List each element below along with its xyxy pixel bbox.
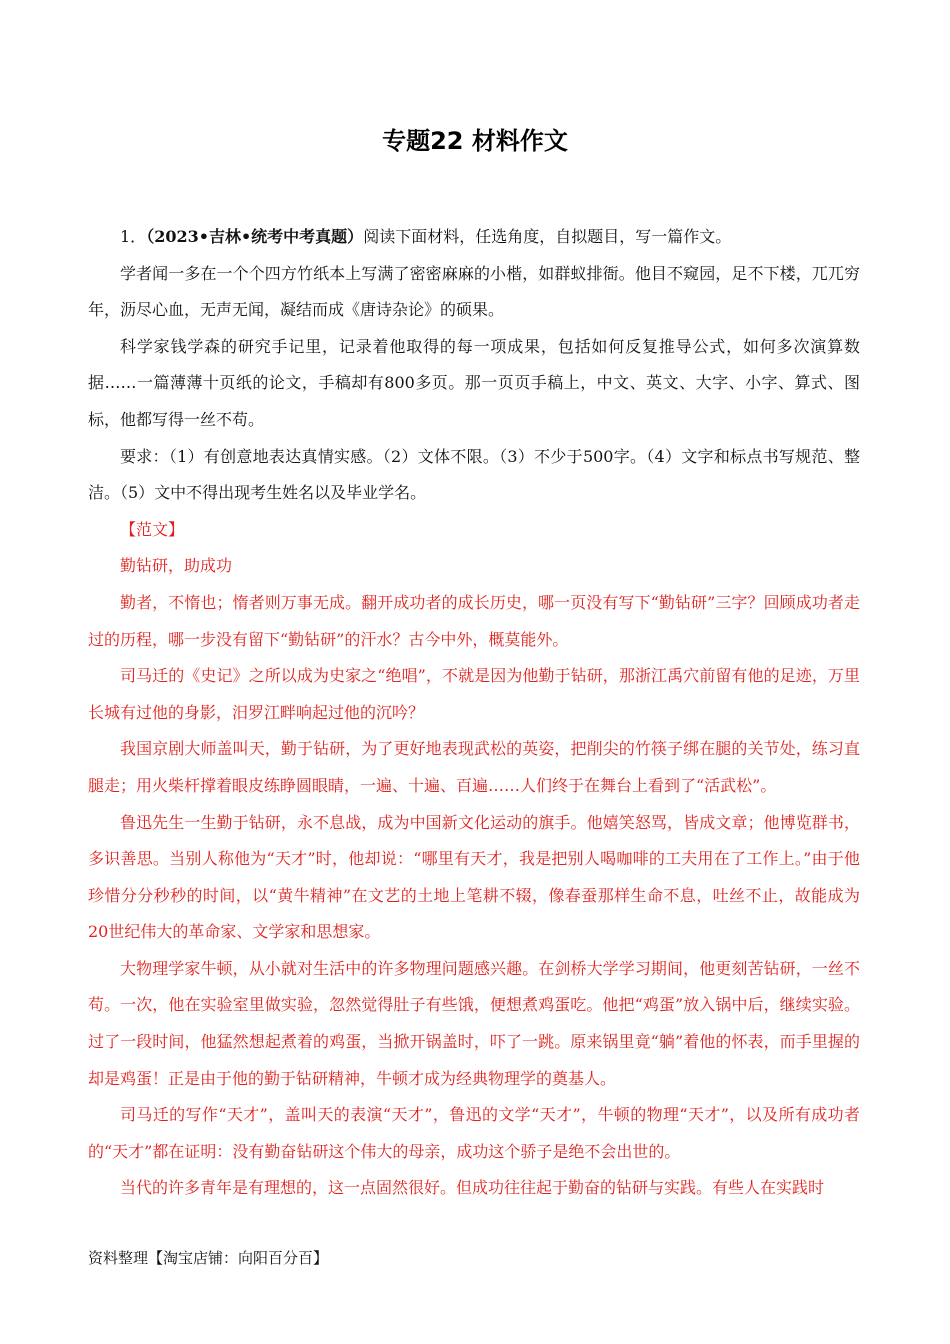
page-footer: 资料整理【淘宝店铺：向阳百分百】 — [88, 1249, 329, 1267]
material-paragraph-1: 学者闻一多在一个个四方竹纸本上写满了密密麻麻的小楷，如群蚁排衙。他目不窥园，足不下楼，兀兀穷年，沥尽心血，无声无闻，凝结而成《唐诗杂论》的硕果。 — [88, 263, 860, 320]
essay-paragraph-6: 司马迁的写作“天才”，盖叫天的表演“天才”，鲁迅的文学“天才”，牛顿的物理“天才”，以及所有成功者的“天才”都在证明：没有勤奋钻研这个伟大的母亲，成功这个骄子是绝不会出世的。 — [88, 1105, 860, 1161]
essay-paragraph-7: 当代的许多青年是有理想的，这一点固然很好。但成功往往起于勤奋的钻研与实践。有些人在实践时 — [120, 1178, 825, 1198]
document-body — [88, 219, 860, 1207]
page-title: 专题22 材料作文 — [382, 127, 568, 155]
question-source: （2023•吉林•统考中考真题） — [146, 227, 364, 246]
essay-paragraph-4: 鲁迅先生一生勤于钻研，永不息战，成为中国新文化运动的旗手。他嬉笑怒骂，皆成文章；他博览群书，多识善思。当别人称他为“天才”时，他却说：“哪里有天才，我是把别人喝咖啡的工夫用在了工作上。”由于他珍惜分分秒秒的时间，以“黄牛精神”在文艺的土地上笔耕不辍，像春蚕那样生命不息，吐丝不止，故能成为20世纪伟大的革命家、文学家和思想家。 — [88, 812, 860, 942]
essay-paragraph-5: 大物理学家牛顿，从小就对生活中的许多物理问题感兴趣。在剑桥大学学习期间，他更刻苦钻研，一丝不苟。一次，他在实验室里做实验，忽然觉得肚子有些饿，便想煮鸡蛋吃。他把“鸡蛋”放入锅中后，继续实验。过了一段时间，他猛然想起煮着的鸡蛋，当掀开锅盖时，吓了一跳。原来锅里竟“躺”着他的怀表，而手里握的却是鸡蛋！正是由于他的勤于钻研精神，牛顿才成为经典物理学的奠基人。 — [88, 958, 860, 1088]
essay-paragraph-1: 勤者，不惰也；惰者则万事无成。翻开成功者的成长历史，哪一页没有写下“勤钻研”三字？回顾成功者走过的历程，哪一步没有留下“勤钻研”的汗水？古今中外，概莫能外。 — [88, 592, 860, 649]
essay-paragraph-2: 司马迁的《史记》之所以成为史家之“绝唱”，不就是因为他勤于钻研，那浙江禹穴前留有他的足迹，万里长城有过他的身影，汨罗江畔响起过他的沉吟？ — [88, 666, 860, 722]
question-number: 1． — [120, 227, 147, 246]
question-prompt: 阅读下面材料，任选角度，自拟题目，写一篇作文。 — [363, 227, 732, 246]
requirements-paragraph: 要求：（1）有创意地表达真情实感。（2）文体不限。（3）不少于500字。（4）文字和标点书写规范、整洁。（5）文中不得出现考生姓名以及毕业学名。 — [88, 446, 860, 503]
essay-paragraph-3: 我国京剧大师盖叫天，勤于钻研，为了更好地表现武松的英姿，把削尖的竹筷子绑在腿的关节处，练习直腿走；用火柴杆撑着眼皮练睁圆眼睛，一遍、十遍、百遍……人们终于在舞台上看到了“活武松”。 — [88, 739, 860, 795]
essay-label: 【范文】 — [120, 519, 185, 539]
question-heading — [88, 219, 860, 256]
essay-title: 勤钻研，助成功 — [120, 556, 233, 576]
material-paragraph-2: 科学家钱学森的研究手记里，记录着他取得的每一项成果，包括如何反复推导公式，如何多次演算数据……一篇薄薄十页纸的论文，手稿却有800多页。那一页页手稿上，中文、英文、大字、小字、算式、图标，他都写得一丝不苟。 — [88, 336, 860, 429]
